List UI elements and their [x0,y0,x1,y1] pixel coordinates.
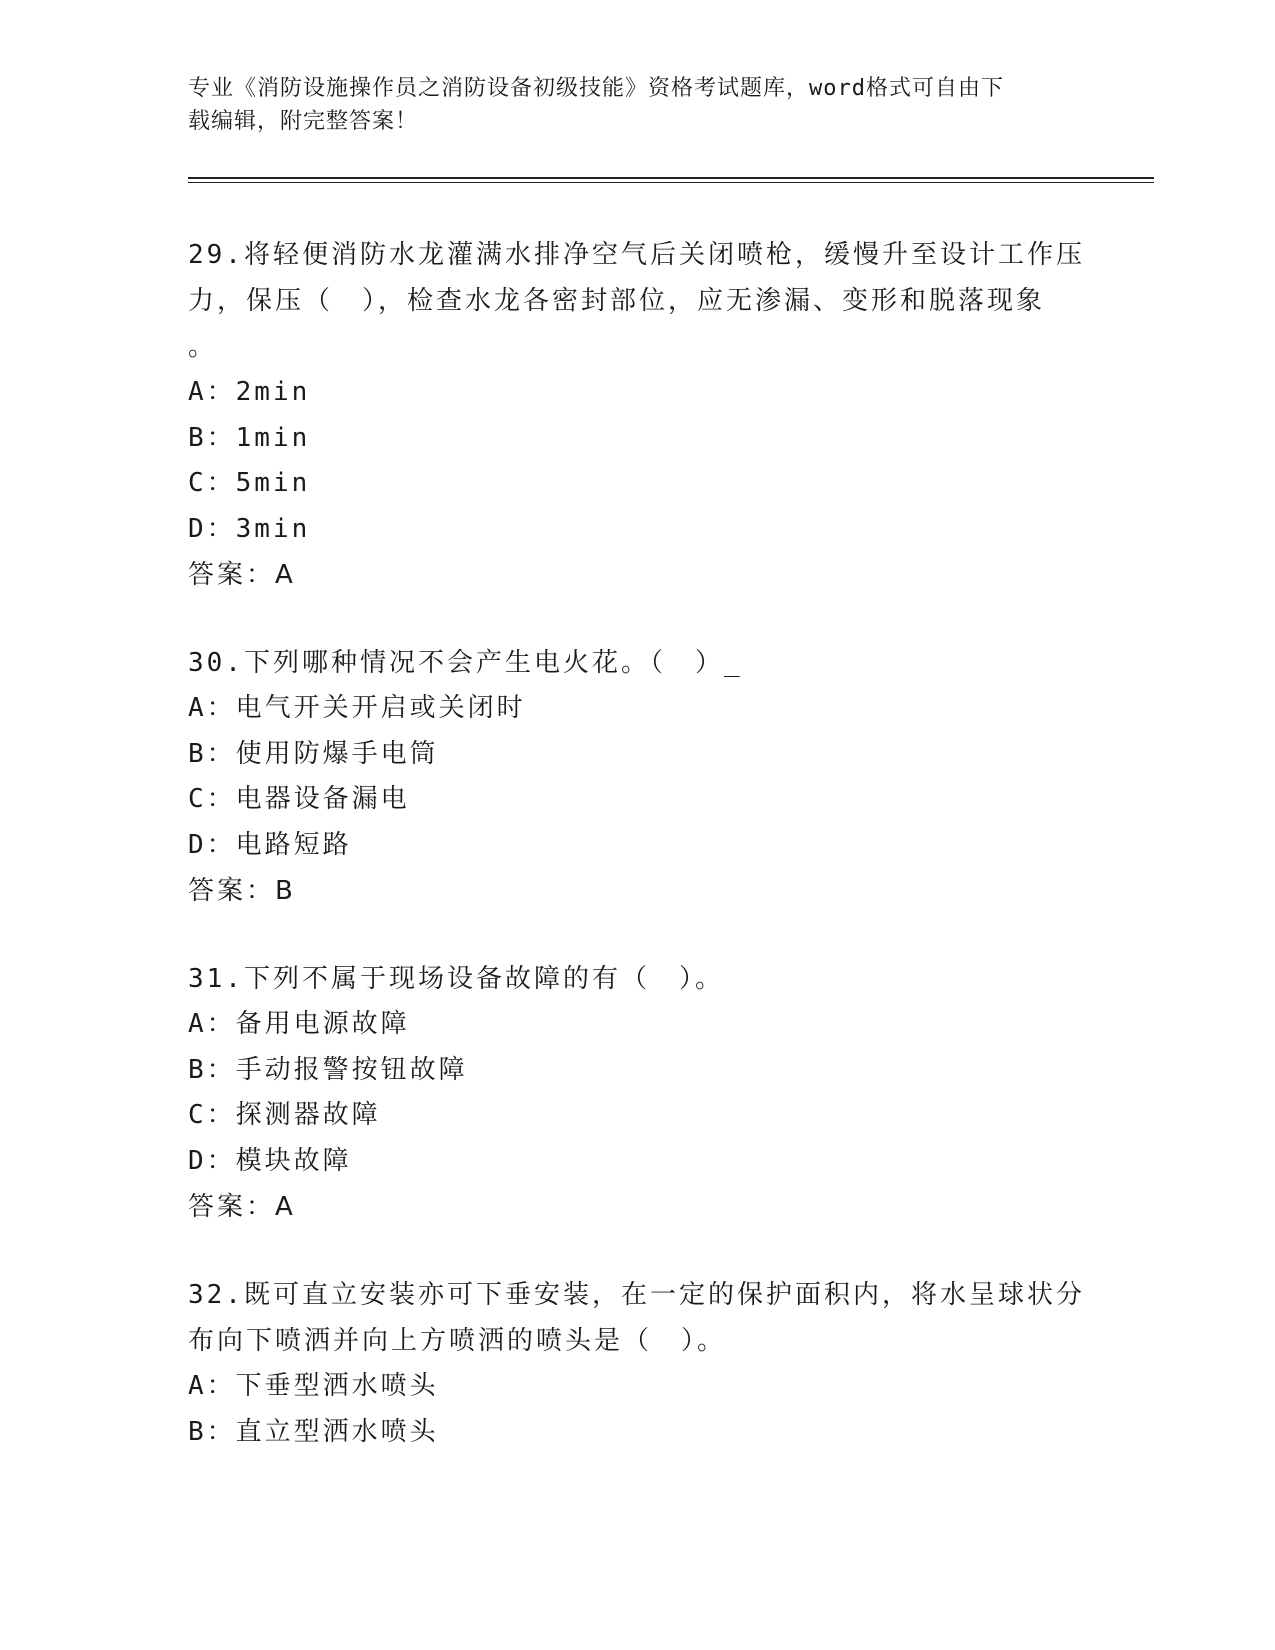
header-divider [188,182,1154,183]
option: A：电气开关开启或关闭时 [188,693,526,723]
answer: 答案：B [188,876,296,906]
option: C：电器设备漏电 [188,784,410,814]
option: D：模块故障 [188,1145,352,1176]
option: D：3min [188,513,311,544]
answer: 答案：A [188,1192,296,1222]
option: A：下垂型洒水喷头 [188,1371,439,1401]
option: B：使用防爆手电筒 [188,738,439,769]
answer: 答案：A [188,560,296,590]
document-header [188,72,1068,138]
option: C：5min [188,468,311,498]
option: A：2min [188,377,311,407]
stem-line: 32.既可直立安装亦可下垂安装，在一定的保护面积内，将水呈球状分 [188,1280,1085,1310]
stem-line: 布向下喷洒并向上方喷洒的喷头是（ ）。 [188,1326,727,1356]
option: A：备用电源故障 [188,1009,410,1039]
question-stem [188,1272,1088,1364]
stem-line: 。 [188,332,218,362]
header-line: 载编辑，附完整答案！ [188,109,419,134]
option: B：直立型洒水喷头 [188,1416,439,1447]
question-stem [188,232,1088,370]
stem-line: 30.下列哪种情况不会产生电火花。（ ）_ [188,648,743,678]
question-block [188,640,1088,914]
question-block [188,956,1088,1230]
option: B：手动报警按钮故障 [188,1054,468,1085]
option: B：1min [188,422,311,453]
stem-line: 29.将轻便消防水龙灌满水排净空气后关闭喷枪，缓慢升至设计工作压 [188,240,1085,270]
question-block [188,232,1088,598]
question-block [188,1272,1088,1455]
question-stem [188,956,1088,1002]
option: C：探测器故障 [188,1100,381,1130]
stem-line: 力，保压（ ），检查水龙各密封部位，应无渗漏、变形和脱落现象 [188,286,1046,316]
header-divider [188,177,1154,179]
header-line: 专业《消防设施操作员之消防设备初级技能》资格考试题库，word格式可自由下 [188,76,1004,101]
question-list [188,232,1088,1497]
question-stem [188,640,1088,686]
stem-line: 31.下列不属于现场设备故障的有（ ）。 [188,964,724,994]
option: D：电路短路 [188,829,352,860]
